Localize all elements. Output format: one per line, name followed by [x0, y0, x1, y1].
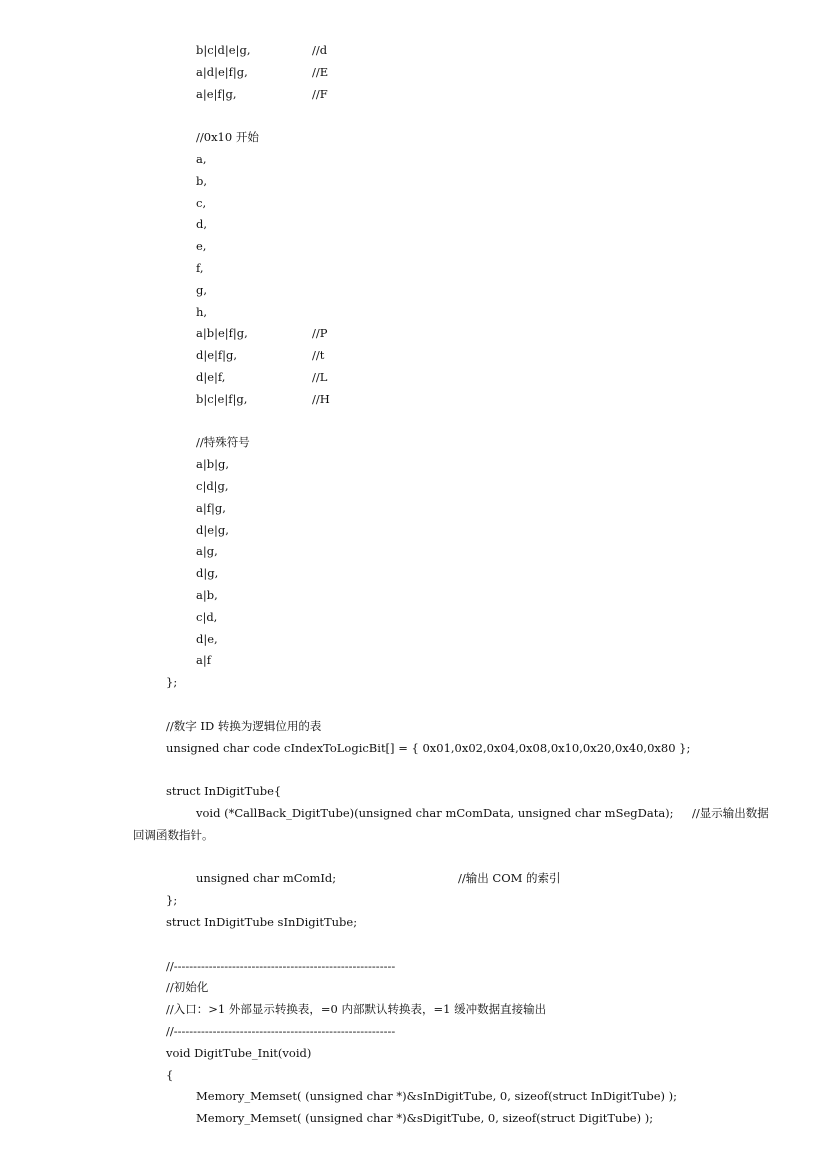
code-text: //---------------------------------------------------------: [166, 1024, 396, 1038]
code-text: //0x10 开始: [196, 130, 259, 145]
code-text: g,: [196, 282, 208, 297]
code-text: unsigned char code cIndexToLogicBit[] = { 0x01,0x02,0x04,0x08,0x10,0x20,0x40,0x80 };: [166, 740, 691, 755]
code-text: a,: [196, 152, 207, 166]
code-text: };: [166, 893, 178, 908]
code-comment: //输出 COM 的索引: [458, 871, 561, 886]
code-text: Memory_Memset( (unsigned char *)&sDigitTube, 0, sizeof(struct DigitTube) );: [196, 1111, 654, 1126]
code-text: a|f: [196, 653, 211, 668]
code-text: //数字 ID 转换为逻辑位用的表: [166, 718, 322, 733]
code-text: void DigitTube_Init(void): [166, 1045, 312, 1060]
code-text: e,: [196, 239, 207, 254]
code-comment: //H: [312, 391, 330, 406]
code-text: a|g,: [196, 544, 218, 559]
code-text: //特殊符号: [196, 435, 250, 450]
code-comment: //d: [312, 43, 328, 57]
code-text: a|b|e|f|g,: [196, 326, 248, 341]
code-text: };: [166, 675, 178, 690]
code-text: struct InDigitTube{: [166, 784, 282, 799]
code-comment: //P: [312, 326, 328, 341]
code-text: d|e|f,: [196, 370, 226, 384]
code-text: d|e|f|g,: [196, 348, 238, 363]
code-text: d|g,: [196, 566, 219, 581]
code-text: a|b,: [196, 588, 218, 602]
code-comment: //E: [312, 64, 329, 79]
code-text: //入口：>1 外部显示转换表，=0 内部默认转换表，=1 缓冲数据直接输出: [166, 1002, 547, 1017]
code-text: b|c|d|e|g,: [196, 43, 251, 57]
code-text: b,: [196, 173, 208, 188]
code-text: 回调函数指针。: [133, 827, 214, 842]
code-text: d,: [196, 217, 208, 232]
code-comment: //t: [312, 348, 325, 363]
code-text: d|e,: [196, 631, 218, 646]
code-text: a|e|f|g,: [196, 86, 237, 101]
code-text: h,: [196, 304, 208, 319]
code-text: //初始化: [166, 980, 209, 995]
code-text: unsigned char mComId;: [196, 871, 337, 886]
code-text: a|b|g,: [196, 457, 229, 472]
code-text: Memory_Memset( (unsigned char *)&sInDigitTube, 0, sizeof(struct InDigitTube) );: [196, 1089, 678, 1104]
code-text: d|e|g,: [196, 522, 229, 537]
code-text: a|d|e|f|g,: [196, 64, 248, 79]
code-text: f,: [196, 261, 204, 275]
code-text: //---------------------------------------------------------: [166, 958, 396, 973]
code-text: a|f|g,: [196, 500, 226, 515]
code-text: c|d|g,: [196, 479, 229, 493]
code-text: b|c|e|f|g,: [196, 391, 248, 406]
code-text: void (*CallBack_DigitTube)(unsigned char mComData, unsigned char mSegData);: [196, 806, 674, 820]
code-comment: //F: [312, 86, 328, 101]
code-comment: //显示输出数据: [692, 806, 769, 820]
code-text: c,: [196, 195, 207, 210]
code-text: {: [166, 1067, 174, 1082]
code-comment: //L: [312, 370, 328, 384]
code-text: c|d,: [196, 609, 218, 624]
code-text: struct InDigitTube sInDigitTube;: [166, 915, 358, 929]
